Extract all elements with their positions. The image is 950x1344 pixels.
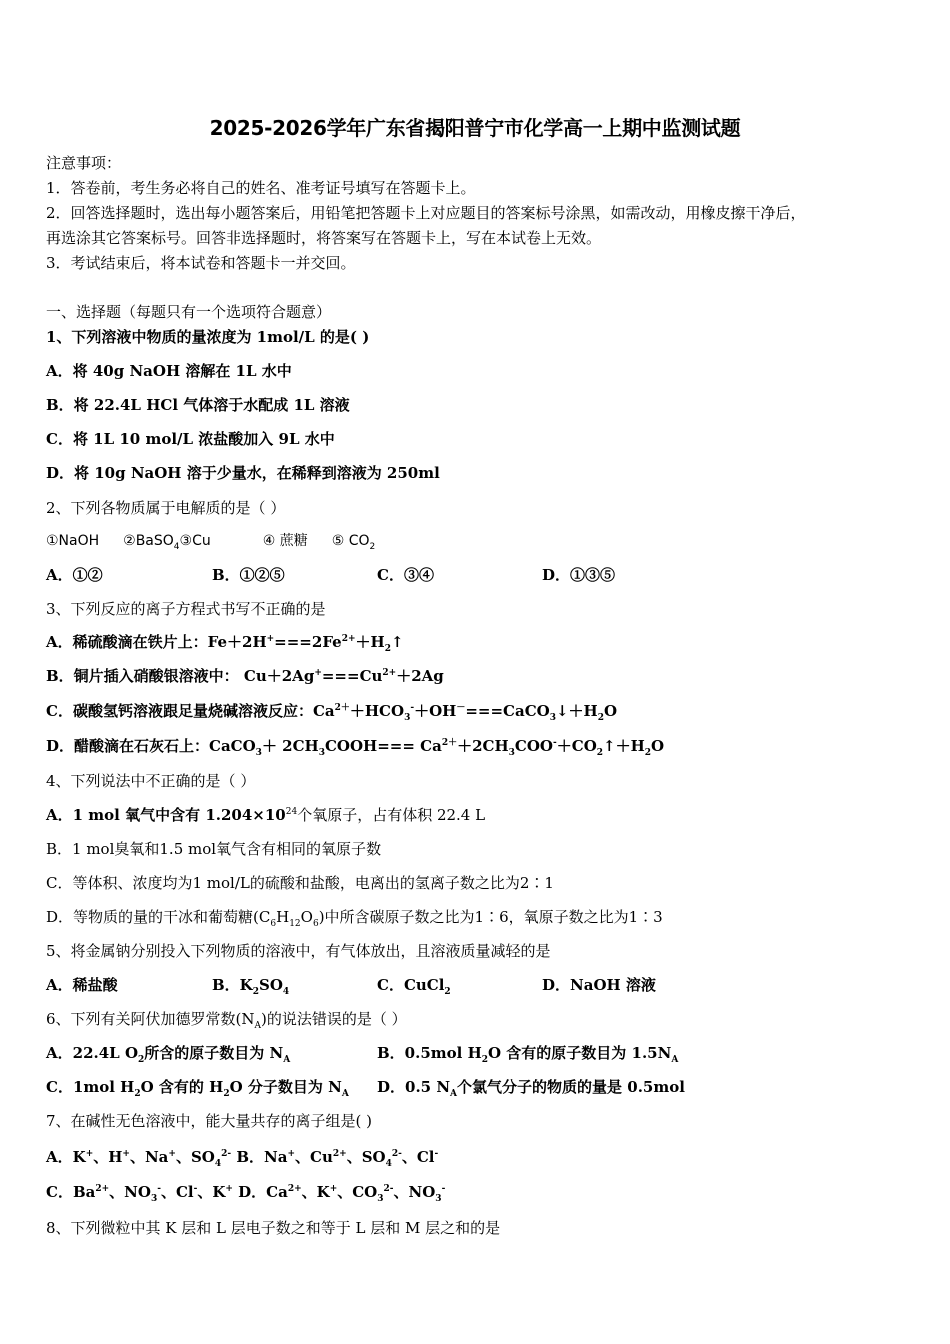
question-7-options-cd: C．$Ba^{2+}$、$NO_3^-$、Cl-、K+ D．$Ca^{2+}$、K+、$CO_3^{2-}$、$NO_3^-$ (46, 1183, 446, 1204)
question-7-options-ab: A．K+、H+、Na+、$SO_4^{2-}$ B．Na+、$Cu^{2+}$、$SO_4^{2-}$、Cl- (46, 1148, 439, 1169)
section-heading: 一、选择题（每题只有一个选项符合题意） (46, 303, 332, 321)
notice-item-2-cont: 再选涂其它答案标号。回答非选择题时，将答案写在答题卡上，写在本试卷上无效。 (46, 229, 602, 247)
notice-item-1: 1．答卷前，考生务必将自己的姓名、准考证号填写在答题卡上。 (46, 179, 476, 197)
question-4-option-a: A．1 mol 氧气中含有 $1.204\times 10^{24}$个氧原子，占有体积 22.4 L (46, 806, 486, 824)
question-6-option-c: C．1mol $H_2O$ 含有的 $H_2O$ 分子数目为 $N_A$ (46, 1078, 349, 1099)
notice-item-3: 3．考试结束后，将本试卷和答题卡一并交回。 (46, 254, 356, 272)
question-1-option-c: C．将 1L 10 mol/L 浓盐酸加入 9L 水中 (46, 430, 335, 448)
question-6-option-d: D．0.5 $N_A$个氯气分子的物质的量是 0.5mol (377, 1078, 685, 1099)
question-2-option-b: B．①②⑤ (212, 566, 285, 584)
question-5-stem: 5、将金属钠分别投入下列物质的溶液中，有气体放出，且溶液质量减轻的是 (46, 942, 551, 960)
page-title: 2025-2026学年广东省揭阳普宁市化学高一上期中监测试题 (209, 116, 741, 140)
question-1-option-a: A．将 40g NaOH 溶解在 1L 水中 (46, 362, 292, 380)
item-co2: ⑤ $CO_2$ (331, 533, 376, 552)
question-2-option-a: A．①② (46, 566, 103, 584)
item-baso4: ②BaSO$_4$ (123, 533, 180, 552)
question-4-option-d: D．等物质的量的干冰和葡萄糖$(C_6H_{12}O_6)$中所含碳原子数之比为1∶6，氧原子数之比为1∶3 (46, 908, 663, 929)
question-1-option-d: D．将 10g NaOH 溶于少量水，在稀释到溶液为 250ml (46, 464, 440, 482)
question-2-option-d: D．①③⑤ (542, 566, 616, 584)
item-cu: ③Cu (179, 533, 211, 549)
question-3-option-c: C．碳酸氢钙溶液跟足量烧碱溶液反应：$Ca^{2+}+HCO_3^-+OH^-===CaCO_3↓+H_2O$ (46, 702, 618, 723)
item-sucrose: ④ 蔗糖 (262, 533, 308, 549)
question-5-option-b: B．$K_2SO_4$ (212, 976, 290, 997)
question-3-option-b: B．铜片插入硝酸银溶液中： $Cu+2Ag^+===Cu^{2+}+2Ag$ (46, 667, 444, 685)
question-5-option-d: D．NaOH 溶液 (542, 976, 656, 994)
notice-heading: 注意事项： (46, 154, 122, 172)
question-3-stem: 3、下列反应的离子方程式书写不正确的是 (46, 600, 326, 618)
question-8-stem: 8、下列微粒中其 K 层和 L 层电子数之和等于 L 层和 M 层之和的是 (46, 1219, 501, 1237)
question-2-stem: 2、下列各物质属于电解质的是（ ） (46, 499, 286, 517)
question-1-stem: 1、下列溶液中物质的量浓度为 1mol/L 的是( ) (46, 328, 370, 346)
question-3-option-a: A．稀硫酸滴在铁片上：$Fe+2H^+===2Fe^{2+}+H_2↑$ (46, 633, 404, 654)
question-4-stem: 4、下列说法中不正确的是（ ） (46, 772, 256, 790)
question-4-option-b: B．1 mol臭氧和1.5 mol氧气含有相同的氧原子数 (46, 840, 382, 858)
notice-item-2: 2．回答选择题时，选出每小题答案后，用铅笔把答题卡上对应题目的答案标号涂黑，如需改动，用橡皮擦干净后， (46, 204, 806, 222)
question-2-option-c: C．③④ (377, 566, 434, 584)
question-6-stem: 6、下列有关阿伏加德罗常数$(N_A)$的说法错误的是（ ） (46, 1010, 407, 1031)
question-1-option-b: B．将 22.4L HCl 气体溶于水配成 1L 溶液 (46, 396, 350, 414)
item-naoh: ①NaOH (46, 533, 100, 549)
question-3-option-d: D．醋酸滴在石灰石上：CaCO$_3$＋ $2CH_3COOH===$ $Ca^{2+}+2CH_3COO^-+CO_2↑+H_2O$ (46, 737, 665, 758)
question-4-option-c: C．等体积、浓度均为1 mol/L的硫酸和盐酸，电离出的氢离子数之比为2∶1 (46, 874, 554, 892)
question-2-items (46, 531, 375, 551)
question-7-stem: 7、在碱性无色溶液中，能大量共存的离子组是( ) (46, 1112, 373, 1130)
question-6-option-b: B．0.5mol $H_2O$ 含有的原子数目为 $1.5N_A$ (377, 1044, 679, 1065)
question-5-option-c: C．CuCl$_2$ (377, 976, 451, 997)
question-6-option-a: A．22.4L $O_2$所含的原子数目为 $N_A$ (46, 1044, 291, 1065)
question-5-option-a: A．稀盐酸 (46, 976, 118, 994)
